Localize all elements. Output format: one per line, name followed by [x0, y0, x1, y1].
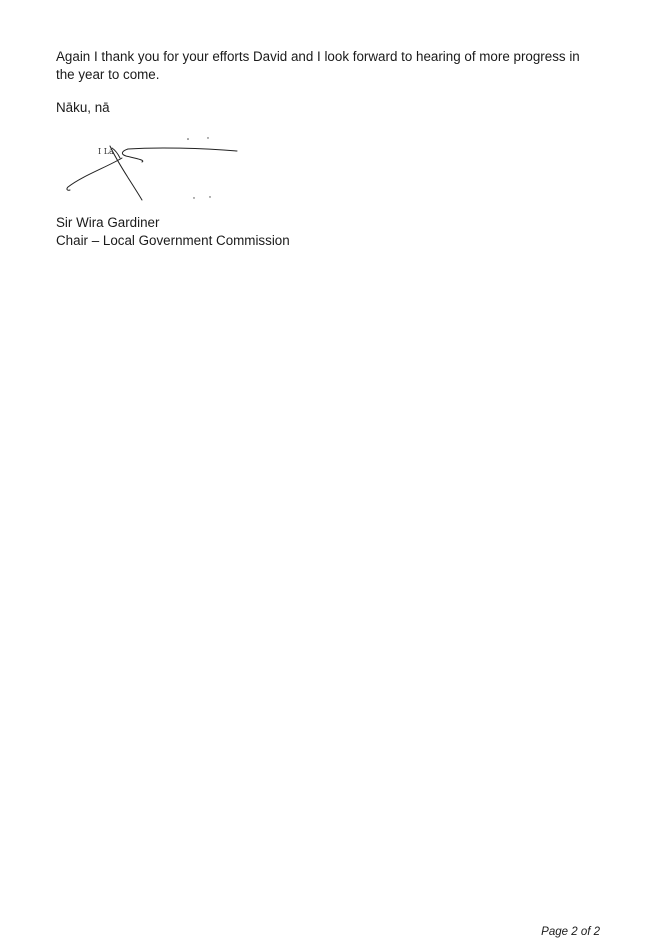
page-number: Page 2 of 2 — [541, 926, 600, 938]
closing-salutation: Nāku, nā — [56, 100, 110, 115]
body-paragraph: Again I thank you for your efforts David and I look forward to hearing of more progress in the year to come. — [56, 49, 580, 82]
signature-block — [56, 214, 290, 250]
signature-initials: I La — [98, 147, 114, 156]
signer-name: Sir Wira Gardiner — [56, 215, 160, 230]
handwritten-signature — [62, 132, 247, 207]
signer-title: Chair – Local Government Commission — [56, 233, 290, 248]
